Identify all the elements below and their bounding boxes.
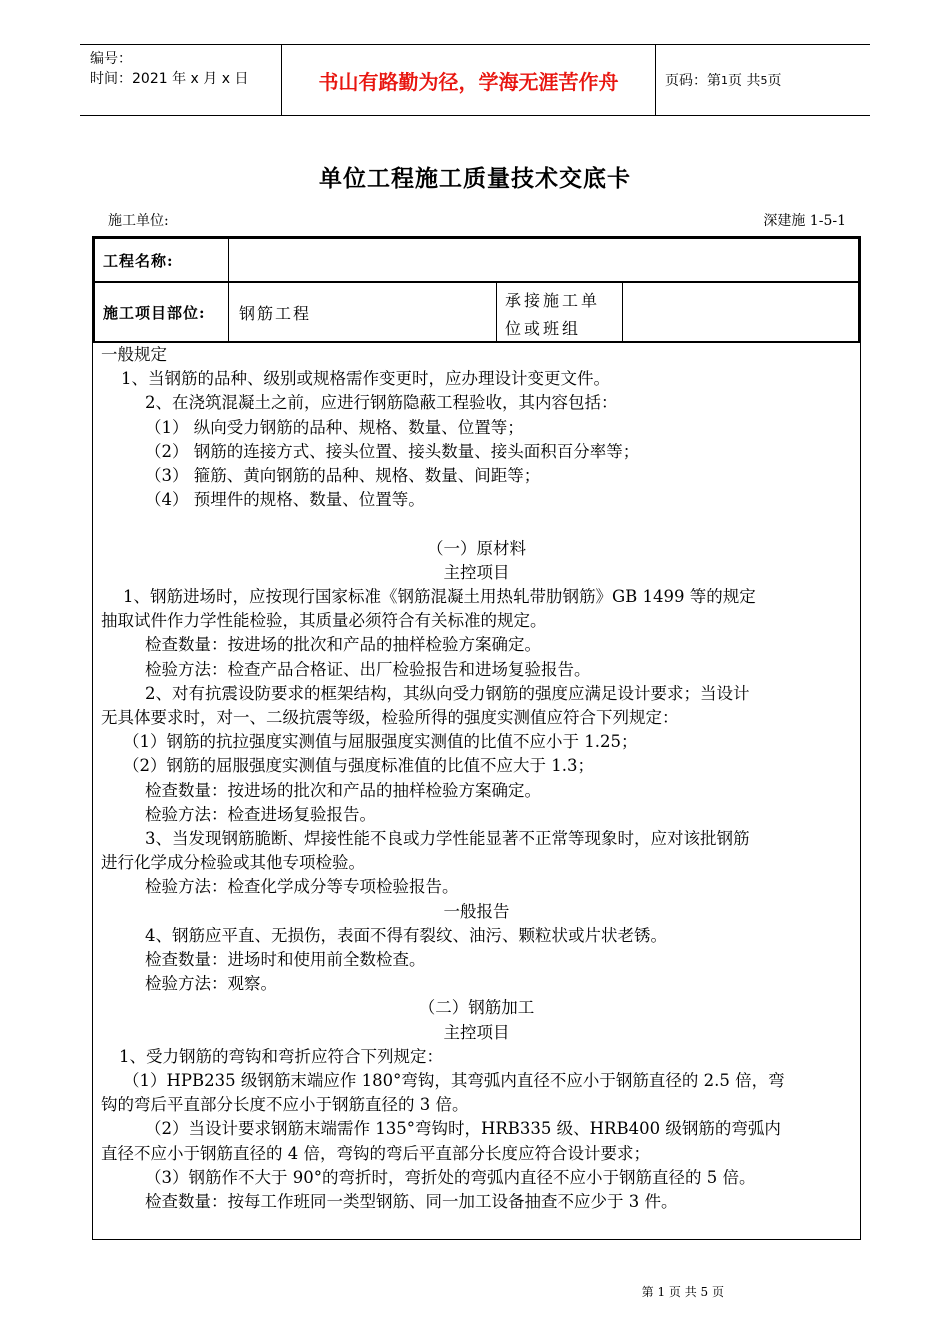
content-line: 抽取试件作力学性能检验，其质量必须符合有关标准的规定。: [101, 611, 547, 631]
content-line: 钩的弯后平直部分长度不应小于钢筋直径的 3 倍。: [101, 1095, 469, 1115]
project-name-label: 工程名称:: [95, 239, 229, 281]
content-line: 直径不应小于钢筋直径的 4 倍，弯钩的弯后平直部分长度应符合设计要求；: [101, 1143, 650, 1163]
content-line: 2、在浇筑混凝土之前，应进行钢筋隐蔽工程验收，其内容包括：: [145, 393, 618, 413]
content-line: 检查数量：按每工作班同一类型钢筋、同一加工设备抽查不应少于 3 件。: [145, 1192, 678, 1212]
content-line: 3、当发现钢筋脆断、焊接性能不良或力学性能显著不正常等现象时，应对该批钢筋: [145, 829, 750, 849]
content-line: 1、当钢筋的品种、级别或规格需作变更时，应办理设计变更文件。: [121, 369, 610, 389]
motto: 书山有路勤为径，学海无涯苦作舟: [282, 45, 656, 115]
content-line: （2）钢筋的屈服强度实测值与强度标准值的比值不应大于 1.3；: [123, 756, 594, 776]
content-line: 检查数量：按进场的批次和产品的抽样检验方案确定。: [145, 635, 541, 655]
page-footer: 第 1 页 共 5 页: [641, 1285, 724, 1299]
header-table: [80, 44, 870, 116]
content-line: （2）当设计要求钢筋末端需作 135°弯钩时，HRB335 级、HRB400 级钢筋的弯弧内: [145, 1119, 781, 1139]
content-line: 4、钢筋应平直、无损伤，表面不得有裂纹、油污、颗粒状或片状老锈。: [145, 925, 667, 945]
content-line: 无具体要求时，对一、二级抗震等级，检验所得的强度实测值应符合下列规定：: [101, 708, 679, 728]
disclosure-form: [92, 236, 861, 1240]
page-title: 单位工程施工质量技术交底卡: [319, 165, 631, 192]
content-line: （3）钢筋作不大于 90°的弯折时，弯折处的弯弧内直径不应小于钢筋直径的 5 倍。: [145, 1167, 756, 1187]
project-name-row: [93, 237, 860, 283]
construction-unit-label: 施工单位:: [108, 213, 169, 229]
content-line: 1、受力钢筋的弯钩和弯折应符合下列规定：: [119, 1046, 443, 1066]
content-line: 检验方法：检查进场复验报告。: [145, 804, 376, 824]
disclosure-content: [93, 343, 860, 1241]
content-line: （1）HPB235 级钢筋末端应作 180°弯钩，其弯弧内直径不应小于钢筋直径的 2.5 倍，弯: [123, 1071, 785, 1091]
team-label: 承接施工单 位或班组: [497, 283, 623, 341]
doc-code: 深建施 1-5-1: [763, 213, 846, 229]
section-heading: 主控项目: [443, 1022, 510, 1042]
section-heading: （一）原材料: [427, 538, 526, 558]
time-label: 时间：2021 年 x 月 x 日: [90, 71, 249, 87]
content-line: 检验方法：观察。: [145, 974, 277, 994]
page-indicator: 页码：第 1 页 共 5 页: [665, 73, 782, 89]
content-line: （1） 纵向受力钢筋的品种、规格、数量、位置等；: [145, 417, 524, 437]
content-line: （2） 钢筋的连接方式、接头位置、接头数量、接头面积百分率等；: [145, 441, 640, 461]
part-value: 钢筋工程: [229, 283, 497, 341]
section-heading: 一般报告: [443, 901, 510, 921]
content-line: 检验方法：检查产品合格证、出厂检验报告和进场复验报告。: [145, 659, 591, 679]
part-label: 施工项目部位:: [95, 283, 229, 341]
content-line: 1、钢筋进场时，应按现行国家标准《钢筋混凝土用热轧带肋钢筋》GB 1499 等的规定: [123, 587, 756, 607]
header-info-cell: [80, 45, 282, 115]
content-line: 进行化学成分检验或其他专项检验。: [101, 853, 365, 873]
code-label: 编号：: [90, 51, 132, 67]
content-line: 检查数量：按进场的批次和产品的抽样检验方案确定。: [145, 780, 541, 800]
content-line: （3） 箍筋、黄向钢筋的品种、规格、数量、间距等；: [145, 466, 541, 486]
content-line: 一般规定: [101, 345, 167, 364]
project-part-row: [93, 283, 860, 343]
content-line: 检查数量：进场时和使用前全数检查。: [145, 950, 426, 970]
content-line: 检验方法：检查化学成分等专项检验报告。: [145, 877, 459, 897]
content-line: 2、对有抗震设防要求的框架结构，其纵向受力钢筋的强度应满足设计要求；当设计: [145, 683, 750, 703]
section-heading: 主控项目: [443, 562, 510, 582]
section-heading: （二）钢筋加工: [418, 998, 535, 1018]
blank-line: [101, 512, 852, 536]
content-line: （1）钢筋的抗拉强度实测值与屈服强度实测值的比值不应小于 1.25；: [123, 732, 638, 752]
content-line: （4） 预埋件的规格、数量、位置等。: [145, 490, 425, 510]
